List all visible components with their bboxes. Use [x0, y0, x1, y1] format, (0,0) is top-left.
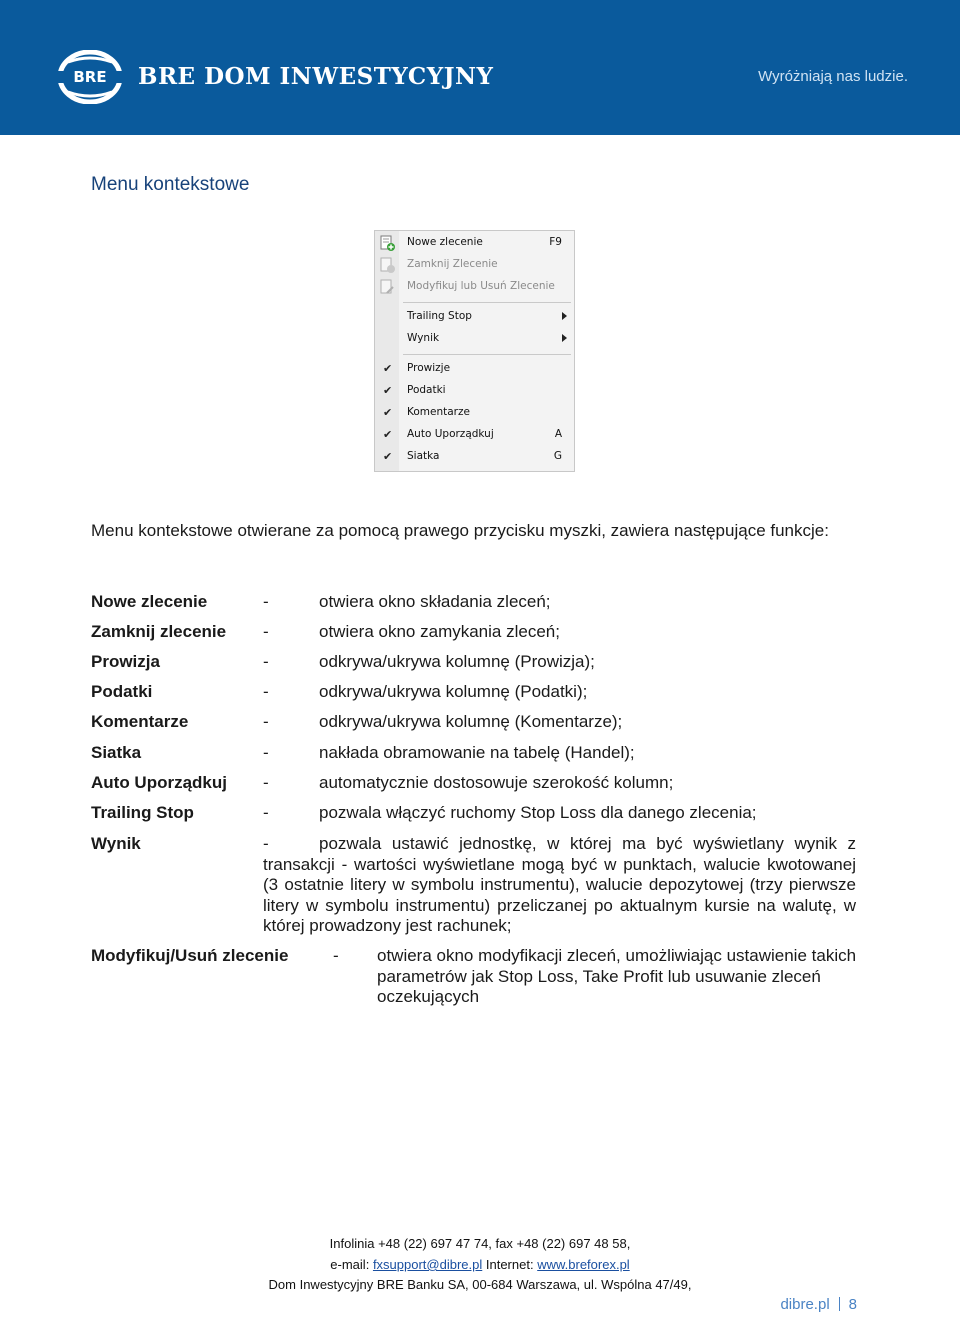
- menu-item-label: Wynik: [407, 332, 440, 344]
- definition-desc: odkrywa/ukrywa kolumnę (Podatki);: [319, 682, 588, 701]
- menu-separator: [403, 302, 571, 303]
- definition-desc: odkrywa/ukrywa kolumnę (Komentarze);: [319, 712, 623, 731]
- footer-email-label: e-mail:: [330, 1257, 370, 1272]
- definition-dash: -: [263, 712, 269, 731]
- footer-address: Dom Inwestycyjny BRE Banku SA, 00-684 Warszawa, ul. Wspólna 47/49,: [268, 1277, 692, 1292]
- menu-item-modify-order[interactable]: [375, 276, 574, 298]
- menu-separator: [403, 354, 571, 355]
- slogan: Wyróżniają nas ludzie.: [758, 68, 908, 85]
- definition-desc: odkrywa/ukrywa kolumnę (Prowizja);: [319, 652, 595, 671]
- definition-term: Wynik: [91, 834, 141, 853]
- menu-item-new-order[interactable]: [375, 232, 574, 254]
- definition-term: Trailing Stop: [91, 803, 194, 822]
- menu-item-label: Podatki: [407, 384, 446, 396]
- footer-site: dibre.pl: [780, 1296, 830, 1313]
- definition-desc: otwiera okno składania zleceń;: [319, 592, 551, 611]
- new-order-icon: [379, 235, 395, 251]
- wynik-description: pozwala ustawić jednostkę, w której ma być wyświetlany wynik z transakcji - wartości wyświetlane mogą być w punktach, walucie kwotowanej (3 ostatnie litery w symbolu instrumentu), walucie depozytowej (trzy pierwsze litery w symbolu instrumentu) przeliczanej po aktualnym kursie na walutę, w której prowadzony jest rachunek;: [263, 834, 856, 936]
- menu-item-podatki[interactable]: [375, 380, 574, 402]
- modify-description: otwiera okno modyfikacji zleceń, umożliwiając ustawienie takich parametrów jak Stop Loss, Take Profit lub usuwanie zleceń oczekujących: [377, 946, 857, 1007]
- page-header: [0, 0, 960, 135]
- definition-term: Prowizja: [91, 652, 160, 671]
- definition-term: Komentarze: [91, 712, 189, 731]
- definition-term: Zamknij zlecenie: [91, 622, 227, 641]
- close-order-icon: [379, 257, 395, 273]
- footer-internet-label: Internet:: [485, 1257, 534, 1272]
- checkmark-icon: ✔: [383, 384, 393, 397]
- footer-website-link[interactable]: www.breforex.pl: [537, 1257, 630, 1272]
- definition-dash: -: [263, 622, 269, 641]
- menu-item-auto-uporzadkuj[interactable]: [375, 424, 574, 446]
- menu-item-prowizje[interactable]: [375, 358, 574, 380]
- definition-term: Nowe zlecenie: [91, 592, 208, 611]
- menu-shortcut: G: [553, 450, 562, 462]
- page-footer-number: [780, 1296, 857, 1313]
- checkmark-icon: ✔: [383, 362, 393, 375]
- menu-item-label: Siatka: [407, 450, 440, 462]
- checkmark-icon: ✔: [383, 428, 393, 441]
- definition-dash: -: [263, 652, 269, 671]
- definition-desc: automatycznie dostosowuje szerokość kolumn;: [319, 773, 674, 792]
- menu-item-label: Zamknij Zlecenie: [407, 258, 498, 270]
- definition-term: Auto Uporządkuj: [91, 773, 227, 792]
- definition-dash: -: [263, 743, 269, 762]
- menu-item-label: Komentarze: [407, 406, 470, 418]
- page-title: Menu kontekstowe: [91, 174, 250, 195]
- svg-text:BRE: BRE: [73, 68, 107, 86]
- definition-desc: pozwala włączyć ruchomy Stop Loss dla danego zlecenia;: [319, 803, 757, 822]
- divider: [839, 1297, 840, 1311]
- menu-item-trailing-stop[interactable]: [375, 306, 574, 328]
- definition-desc: otwiera okno zamykania zleceń;: [319, 622, 560, 641]
- modify-order-icon: [379, 279, 395, 295]
- modify-dash: -: [333, 946, 339, 965]
- menu-item-close-order[interactable]: [375, 254, 574, 276]
- modify-term: Modyfikuj/Usuń zlecenie: [91, 946, 289, 965]
- menu-item-wynik[interactable]: [375, 328, 574, 350]
- brand-name: BRE DOM INWESTYCYJNY: [138, 63, 494, 90]
- definition-dash: -: [263, 592, 269, 611]
- checkmark-icon: ✔: [383, 406, 393, 419]
- footer-email-link[interactable]: fxsupport@dibre.pl: [372, 1257, 483, 1272]
- menu-item-label: Auto Uporządkuj: [407, 428, 494, 440]
- menu-item-siatka[interactable]: [375, 446, 574, 468]
- menu-item-label: Nowe zlecenie: [407, 236, 483, 248]
- menu-item-komentarze[interactable]: [375, 402, 574, 424]
- submenu-arrow-icon: [562, 312, 567, 320]
- definition-term: Siatka: [91, 743, 142, 762]
- footer-contact: [0, 1257, 960, 1272]
- footer-phone: Infolinia +48 (22) 697 47 74, fax +48 (22) 697 48 58,: [329, 1236, 631, 1251]
- submenu-arrow-icon: [562, 334, 567, 342]
- bre-logo-icon: [56, 50, 124, 104]
- intro-paragraph: Menu kontekstowe otwierane za pomocą prawego przycisku myszki, zawiera następujące funkcje:: [91, 521, 829, 540]
- checkmark-icon: ✔: [383, 450, 393, 463]
- page-number: 8: [848, 1296, 857, 1313]
- context-menu: [374, 230, 575, 472]
- menu-shortcut: F9: [549, 236, 562, 248]
- menu-item-label: Modyfikuj lub Usuń Zlecenie: [407, 280, 555, 292]
- definition-dash: -: [263, 682, 269, 701]
- definition-desc: nakłada obramowanie na tabelę (Handel);: [319, 743, 635, 762]
- definition-dash: -: [263, 773, 269, 792]
- definition-term: Podatki: [91, 682, 153, 701]
- definition-dash: -: [263, 834, 269, 853]
- definition-dash: -: [263, 803, 269, 822]
- menu-shortcut: A: [554, 428, 562, 440]
- menu-item-label: Prowizje: [407, 362, 451, 374]
- menu-item-label: Trailing Stop: [407, 310, 472, 322]
